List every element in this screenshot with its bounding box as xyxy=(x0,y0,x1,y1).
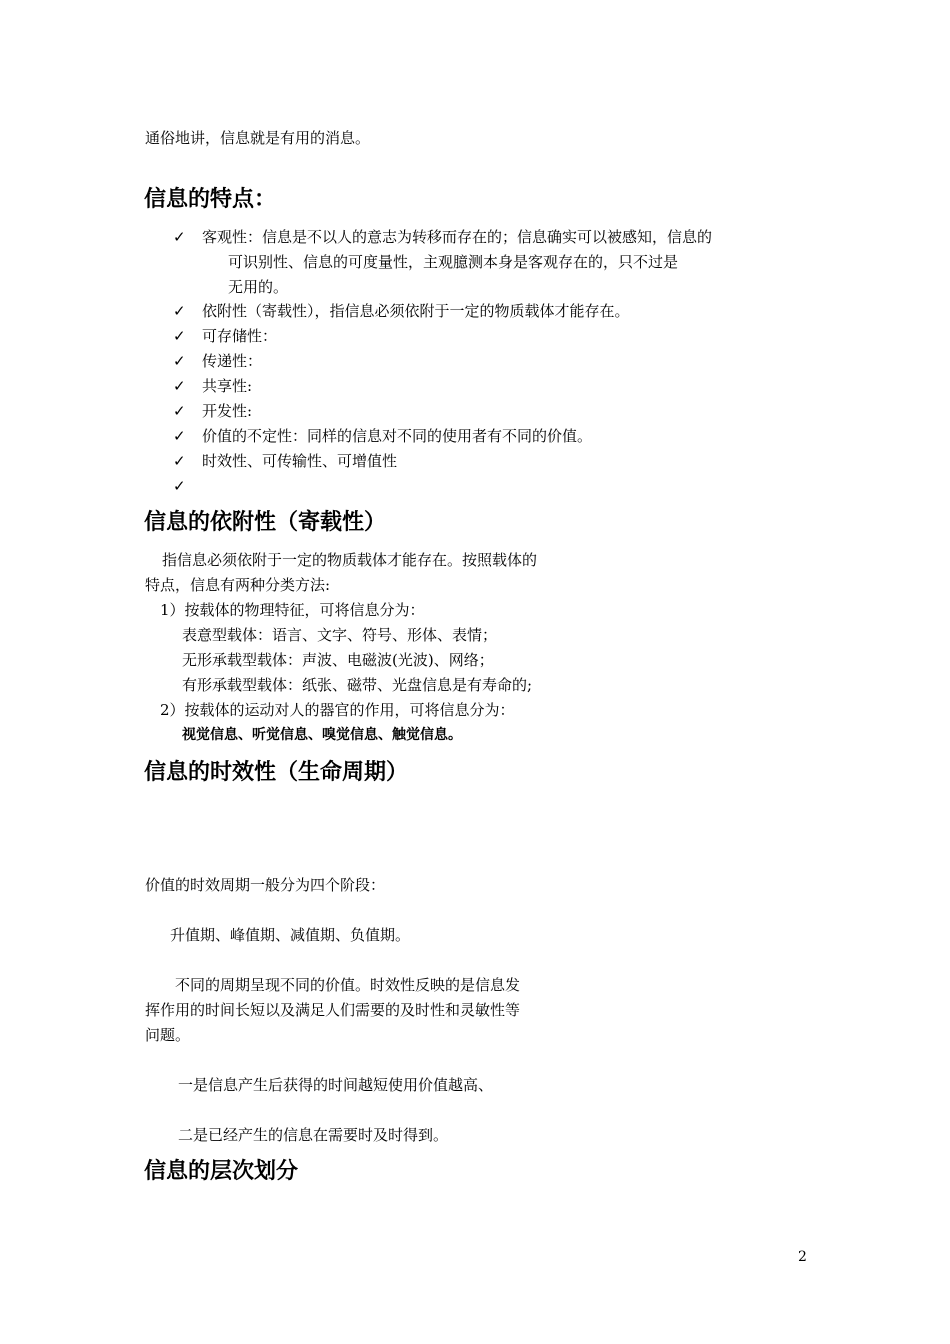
page-number: 2 xyxy=(798,1249,807,1265)
feature-item-6: 开发性: xyxy=(202,402,253,420)
dependency-para-line-1: 指信息必须依附于一定的物质载体才能存在。按照载体的 xyxy=(162,551,538,569)
check-icon: ✓ xyxy=(173,402,186,420)
check-icon: ✓ xyxy=(173,352,186,370)
feature-item-3: 可存储性： xyxy=(202,327,278,345)
feature-item-2: 依附性（寄载性），指信息必须依附于一定的物质载体才能存在。 xyxy=(202,302,630,320)
classification-1-item-b: 无形承载型载体：声波、电磁波(光波)、网络； xyxy=(182,651,494,669)
section-heading-timeliness: 信息的时效性（生命周期） xyxy=(144,760,409,785)
section-heading-dependency: 信息的依附性（寄载性） xyxy=(144,510,387,535)
feature-item-1-line-2: 可识别性、信息的可度量性，主观臆测本身是客观存在的，只不过是 xyxy=(228,253,679,271)
check-icon: ✓ xyxy=(173,427,186,445)
section-heading-features: 信息的特点： xyxy=(144,187,277,212)
classification-2: 2）按载体的运动对人的器官的作用，可将信息分为： xyxy=(160,701,515,719)
check-icon: ✓ xyxy=(173,452,186,470)
check-icon: ✓ xyxy=(173,302,186,320)
feature-item-8: 时效性、可传输性、可增值性 xyxy=(202,452,398,470)
intro-text: 通俗地讲，信息就是有用的消息。 xyxy=(145,129,371,147)
timeliness-para-1: 价值的时效周期一般分为四个阶段： xyxy=(145,876,386,894)
feature-item-5: 共享性: xyxy=(202,377,253,395)
timeliness-para-2: 升值期、峰值期、减值期、负值期。 xyxy=(170,926,411,944)
classification-1-item-c: 有形承载型载体：纸张、磁带、光盘信息是有寿命的; xyxy=(182,676,533,694)
timeliness-para-3-line-3: 问题。 xyxy=(145,1026,191,1044)
classification-2-item-a: 视觉信息、听觉信息、嗅觉信息、触觉信息。 xyxy=(182,727,462,743)
timeliness-para-5: 二是已经产生的信息在需要时及时得到。 xyxy=(178,1126,449,1144)
dependency-para-line-2: 特点，信息有两种分类方法: xyxy=(145,576,331,594)
section-heading-levels: 信息的层次划分 xyxy=(144,1159,299,1184)
check-icon: ✓ xyxy=(173,327,186,345)
classification-1: 1）按载体的物理特征，可将信息分为： xyxy=(160,601,425,619)
check-icon: ✓ xyxy=(173,377,186,395)
feature-item-7: 价值的不定性：同样的信息对不同的使用者有不同的价值。 xyxy=(202,427,593,445)
feature-item-1-line-3: 无用的。 xyxy=(228,278,289,296)
timeliness-para-3-line-2: 挥作用的时间长短以及满足人们需要的及时性和灵敏性等 xyxy=(145,1001,521,1019)
timeliness-para-4: 一是信息产生后获得的时间越短使用价值越高、 xyxy=(178,1076,494,1094)
check-icon: ✓ xyxy=(173,228,186,246)
timeliness-para-3-line-1: 不同的周期呈现不同的价值。时效性反映的是信息发 xyxy=(175,976,521,994)
feature-item-4: 传递性： xyxy=(202,352,263,370)
classification-1-item-a: 表意型载体：语言、文字、符号、形体、表情； xyxy=(182,626,498,644)
feature-item-1-line-1: 客观性：信息是不以人的意志为转移而存在的；信息确实可以被感知，信息的 xyxy=(202,228,713,246)
check-icon: ✓ xyxy=(173,477,186,495)
